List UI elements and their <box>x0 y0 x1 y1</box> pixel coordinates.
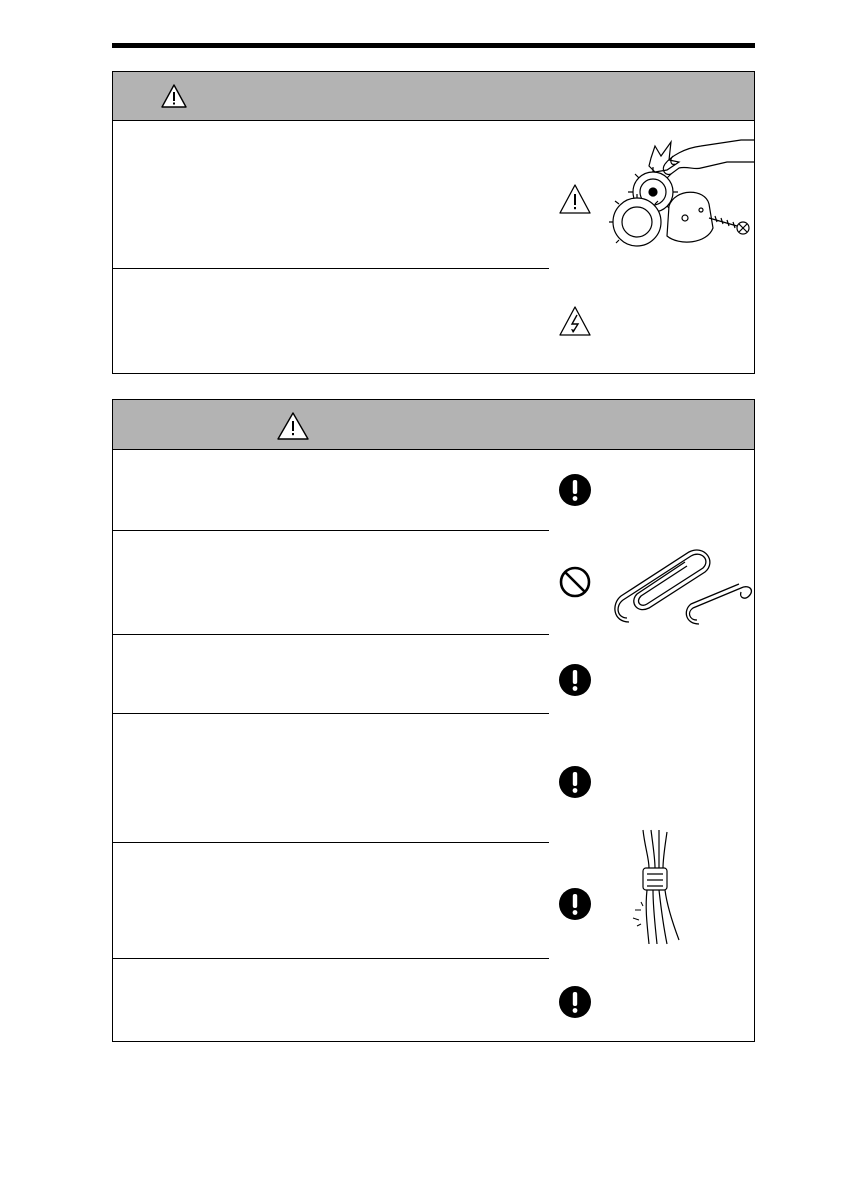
electric-shock-icon <box>559 306 591 336</box>
caution-row-separator <box>113 958 549 959</box>
caution-row-separator <box>113 634 549 635</box>
caution-row-separator <box>113 842 549 843</box>
mandatory-action-icon <box>559 986 591 1018</box>
warning-panel <box>112 71 755 374</box>
caution-header-triangle-icon <box>277 412 309 440</box>
cable-tie-illustration-icon <box>627 828 687 948</box>
caution-row-separator <box>113 530 549 531</box>
paperclip-staple-illustration-icon <box>613 546 757 626</box>
caution-triangle-icon <box>559 184 591 214</box>
gear-pinch-illustration-icon <box>609 126 757 256</box>
warning-triangle-icon <box>161 84 187 108</box>
mandatory-action-icon <box>559 474 591 506</box>
mandatory-action-icon <box>559 888 591 920</box>
warning-panel-header <box>113 72 754 121</box>
warning-row-separator <box>113 268 549 269</box>
caution-panel-header <box>113 400 754 450</box>
prohibition-icon <box>559 566 591 598</box>
top-rule <box>112 43 755 48</box>
caution-panel <box>112 399 755 1042</box>
mandatory-action-icon <box>559 664 591 696</box>
caution-row-separator <box>113 713 549 714</box>
mandatory-action-icon <box>559 766 591 798</box>
